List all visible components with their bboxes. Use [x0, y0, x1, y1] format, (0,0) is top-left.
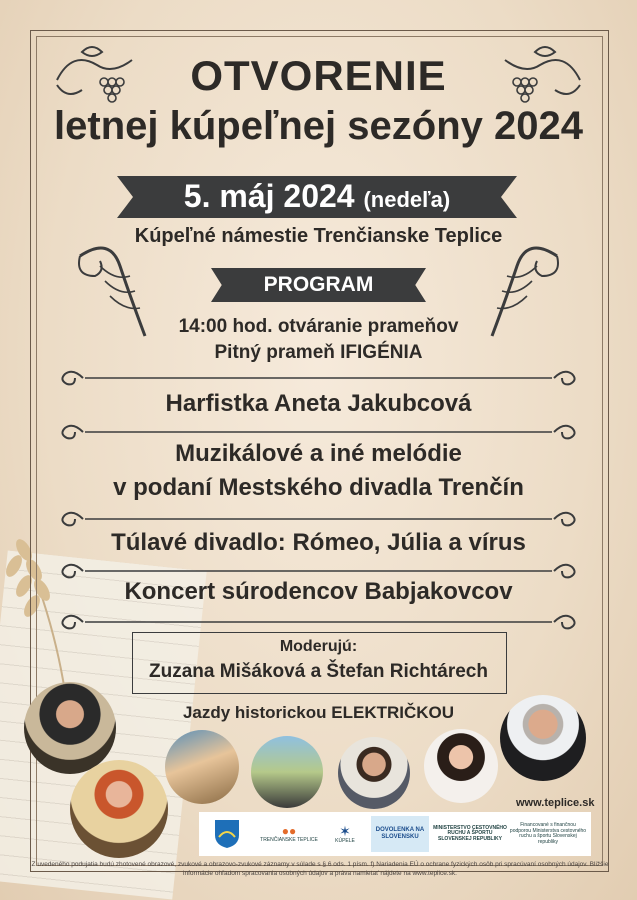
- logo-destination-text: TRENČIANSKE TEPLICE: [260, 836, 318, 843]
- circles-icon: ●●: [281, 823, 297, 838]
- photo-theatre: [251, 736, 323, 808]
- program-item-4: Túlavé divadlo: Rómeo, Júlia a vírus: [111, 529, 526, 556]
- tram-rides: Jazdy historickou ELEKTRIČKOU: [182, 703, 455, 722]
- logo-spa-text: KÚPELE: [335, 837, 355, 844]
- divider-3: [55, 507, 582, 531]
- program-item-3-line-1: Muzikálové a iné melódie: [175, 440, 462, 467]
- logo-town: [203, 816, 251, 852]
- divider-5: [55, 610, 582, 634]
- date-day: (nedeľa): [363, 187, 451, 212]
- title-line-2: letnej kúpeľnej sezóny 2024: [54, 104, 583, 148]
- divider-1: [55, 366, 582, 390]
- logo-destination: [255, 816, 323, 852]
- logo-funding-note: Financované s finančnou podporou Ministerstva cestovného ruchu a športu Slovenskej republiky: [509, 822, 587, 845]
- program-item-1-line-2: Pitný prameň IFIGÉNIA: [214, 342, 423, 363]
- event-place: Kúpeľné námestie Trenčianske Teplice: [134, 225, 503, 247]
- photo-singer: [500, 695, 586, 781]
- logo-ministry: MINISTERSTVO CESTOVNÉHO RUCHU A ŠPORTU SLOVENSKEJ REPUBLIKY: [433, 824, 507, 842]
- photo-performer-2: [70, 760, 168, 858]
- program-item-3-line-2: v podaní Mestského divadla Trenčín: [113, 474, 524, 501]
- logo-spa: [323, 816, 367, 852]
- moderators-label: Moderujú:: [279, 638, 358, 655]
- date-main: 5. máj 2024: [183, 178, 355, 214]
- gdpr-footer: Z uvedeného podujatia budú zhotovené obrazové, zvukové a obrazovo-zvukové záznamy v súlade s § 6 ods. 1 písm. f) Nariadenia EÚ o ochrane fyzických osôb pri spracúvaní osobných údajov. Bližšie informácie ohľadom spracovania osobných údajov a práva namietať nájdete na www.teplice.sk.: [31, 861, 609, 877]
- program-label: PROGRAM: [263, 273, 374, 296]
- program-item-1-line-1: 14:00 hod. otváranie prameňov: [178, 316, 459, 337]
- website-link[interactable]: www.teplice.sk: [516, 797, 595, 809]
- event-date: [117, 178, 517, 215]
- figure-icon: ✶: [339, 822, 351, 839]
- photo-moderator-1: [338, 737, 410, 809]
- photo-moderator-2: [424, 729, 498, 803]
- title-line-1: OTVORENIE: [190, 52, 447, 99]
- logo-vacation: DOVOLENKA NA SLOVENSKU: [371, 816, 429, 852]
- coat-of-arms-icon: [214, 819, 240, 849]
- photo-performer-1: [24, 682, 116, 774]
- partner-logos: [199, 812, 591, 856]
- program-item-5: Koncert súrodencov Babjakovcov: [124, 578, 513, 605]
- moderators-names: Zuzana Mišáková a Štefan Richtárech: [149, 661, 488, 682]
- program-item-2: Harfistka Aneta Jakubcová: [165, 390, 472, 417]
- photo-harpist: [165, 730, 239, 804]
